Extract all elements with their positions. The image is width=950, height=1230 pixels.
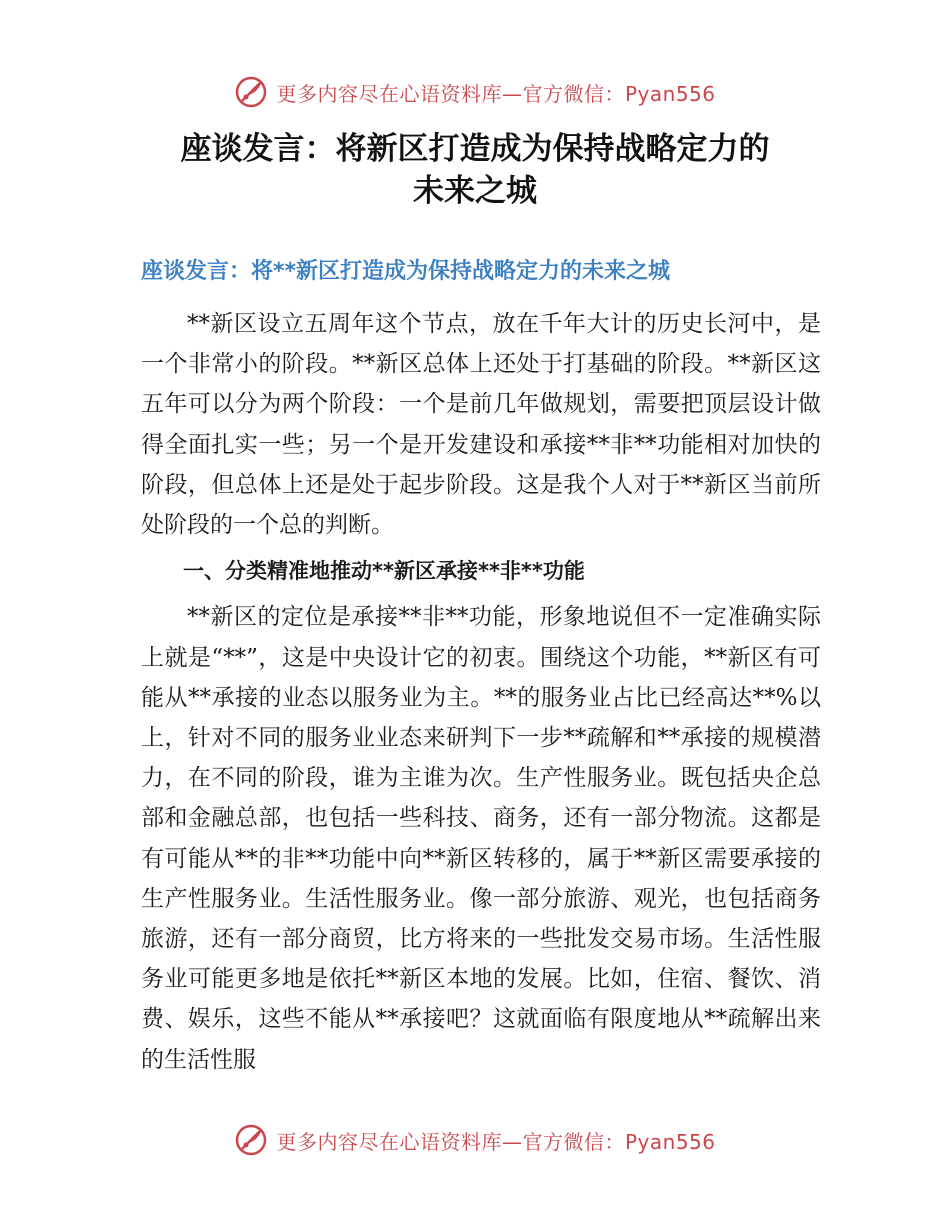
document-body	[141, 304, 821, 1080]
document-subheading: 座谈发言：将**新区打造成为保持战略定力的未来之城	[141, 259, 671, 284]
section-heading-1: 一、分类精准地推动**新区承接**非**功能	[183, 559, 585, 584]
page-title-line-2: 未来之城	[413, 173, 537, 209]
body-paragraph-2: **新区的定位是承接**非**功能，形象地说但不一定准确实际上就是“**”，这是中央设计它的初衷。围绕这个功能，**新区有可能从**承接的业态以服务业为主。**的服务业占比已经高达**%以上，针对不同的服务业业态来研判下一步**疏解和**承接的规模潜力，在不同的阶段，谁为主谁为次。生产性服务业。既包括央企总部和金融总部，也包括一些科技、商务，还有一部分物流。这都是有可能从**的非**功能中向**新区转移的，属于**新区需要承接的生产性服务业。生活性服务业。像一部分旅游、观光，也包括商务旅游，还有一部分商贸，比方将来的一些批发交易市场。生活性服务业可能更多地是依托**新区本地的发展。比如，住宿、餐饮、消费、娱乐，这些不能从**承接吧？这就面临有限度地从**疏解出来的生活性服	[141, 604, 821, 1073]
watermark-text	[276, 1126, 715, 1155]
watermark-footer	[0, 1120, 950, 1160]
watermark-label: 更多内容尽在心语资料库—官方微信：	[276, 1129, 625, 1154]
quill-logo-icon	[234, 75, 268, 109]
watermark-header	[0, 72, 950, 112]
watermark-wechat-id: Pyan556	[624, 1129, 716, 1154]
watermark-wechat-id: Pyan556	[624, 81, 716, 106]
watermark-label: 更多内容尽在心语资料库—官方微信：	[276, 81, 625, 106]
body-paragraph-1: **新区设立五周年这个节点，放在千年大计的历史长河中，是一个非常小的阶段。**新区总体上还处于打基础的阶段。**新区这五年可以分为两个阶段：一个是前几年做规划，需要把顶层设计做得全面扎实一些；另一个是开发建设和承接**非**功能相对加快的阶段，但总体上还是处于起步阶段。这是我个人对于**新区当前所处阶段的一个总的判断。	[141, 311, 821, 539]
watermark-text	[276, 78, 715, 107]
quill-logo-icon	[234, 1123, 268, 1157]
page-title-line-1: 座谈发言：将新区打造成为保持战略定力的	[180, 131, 770, 167]
page-title	[100, 128, 850, 212]
